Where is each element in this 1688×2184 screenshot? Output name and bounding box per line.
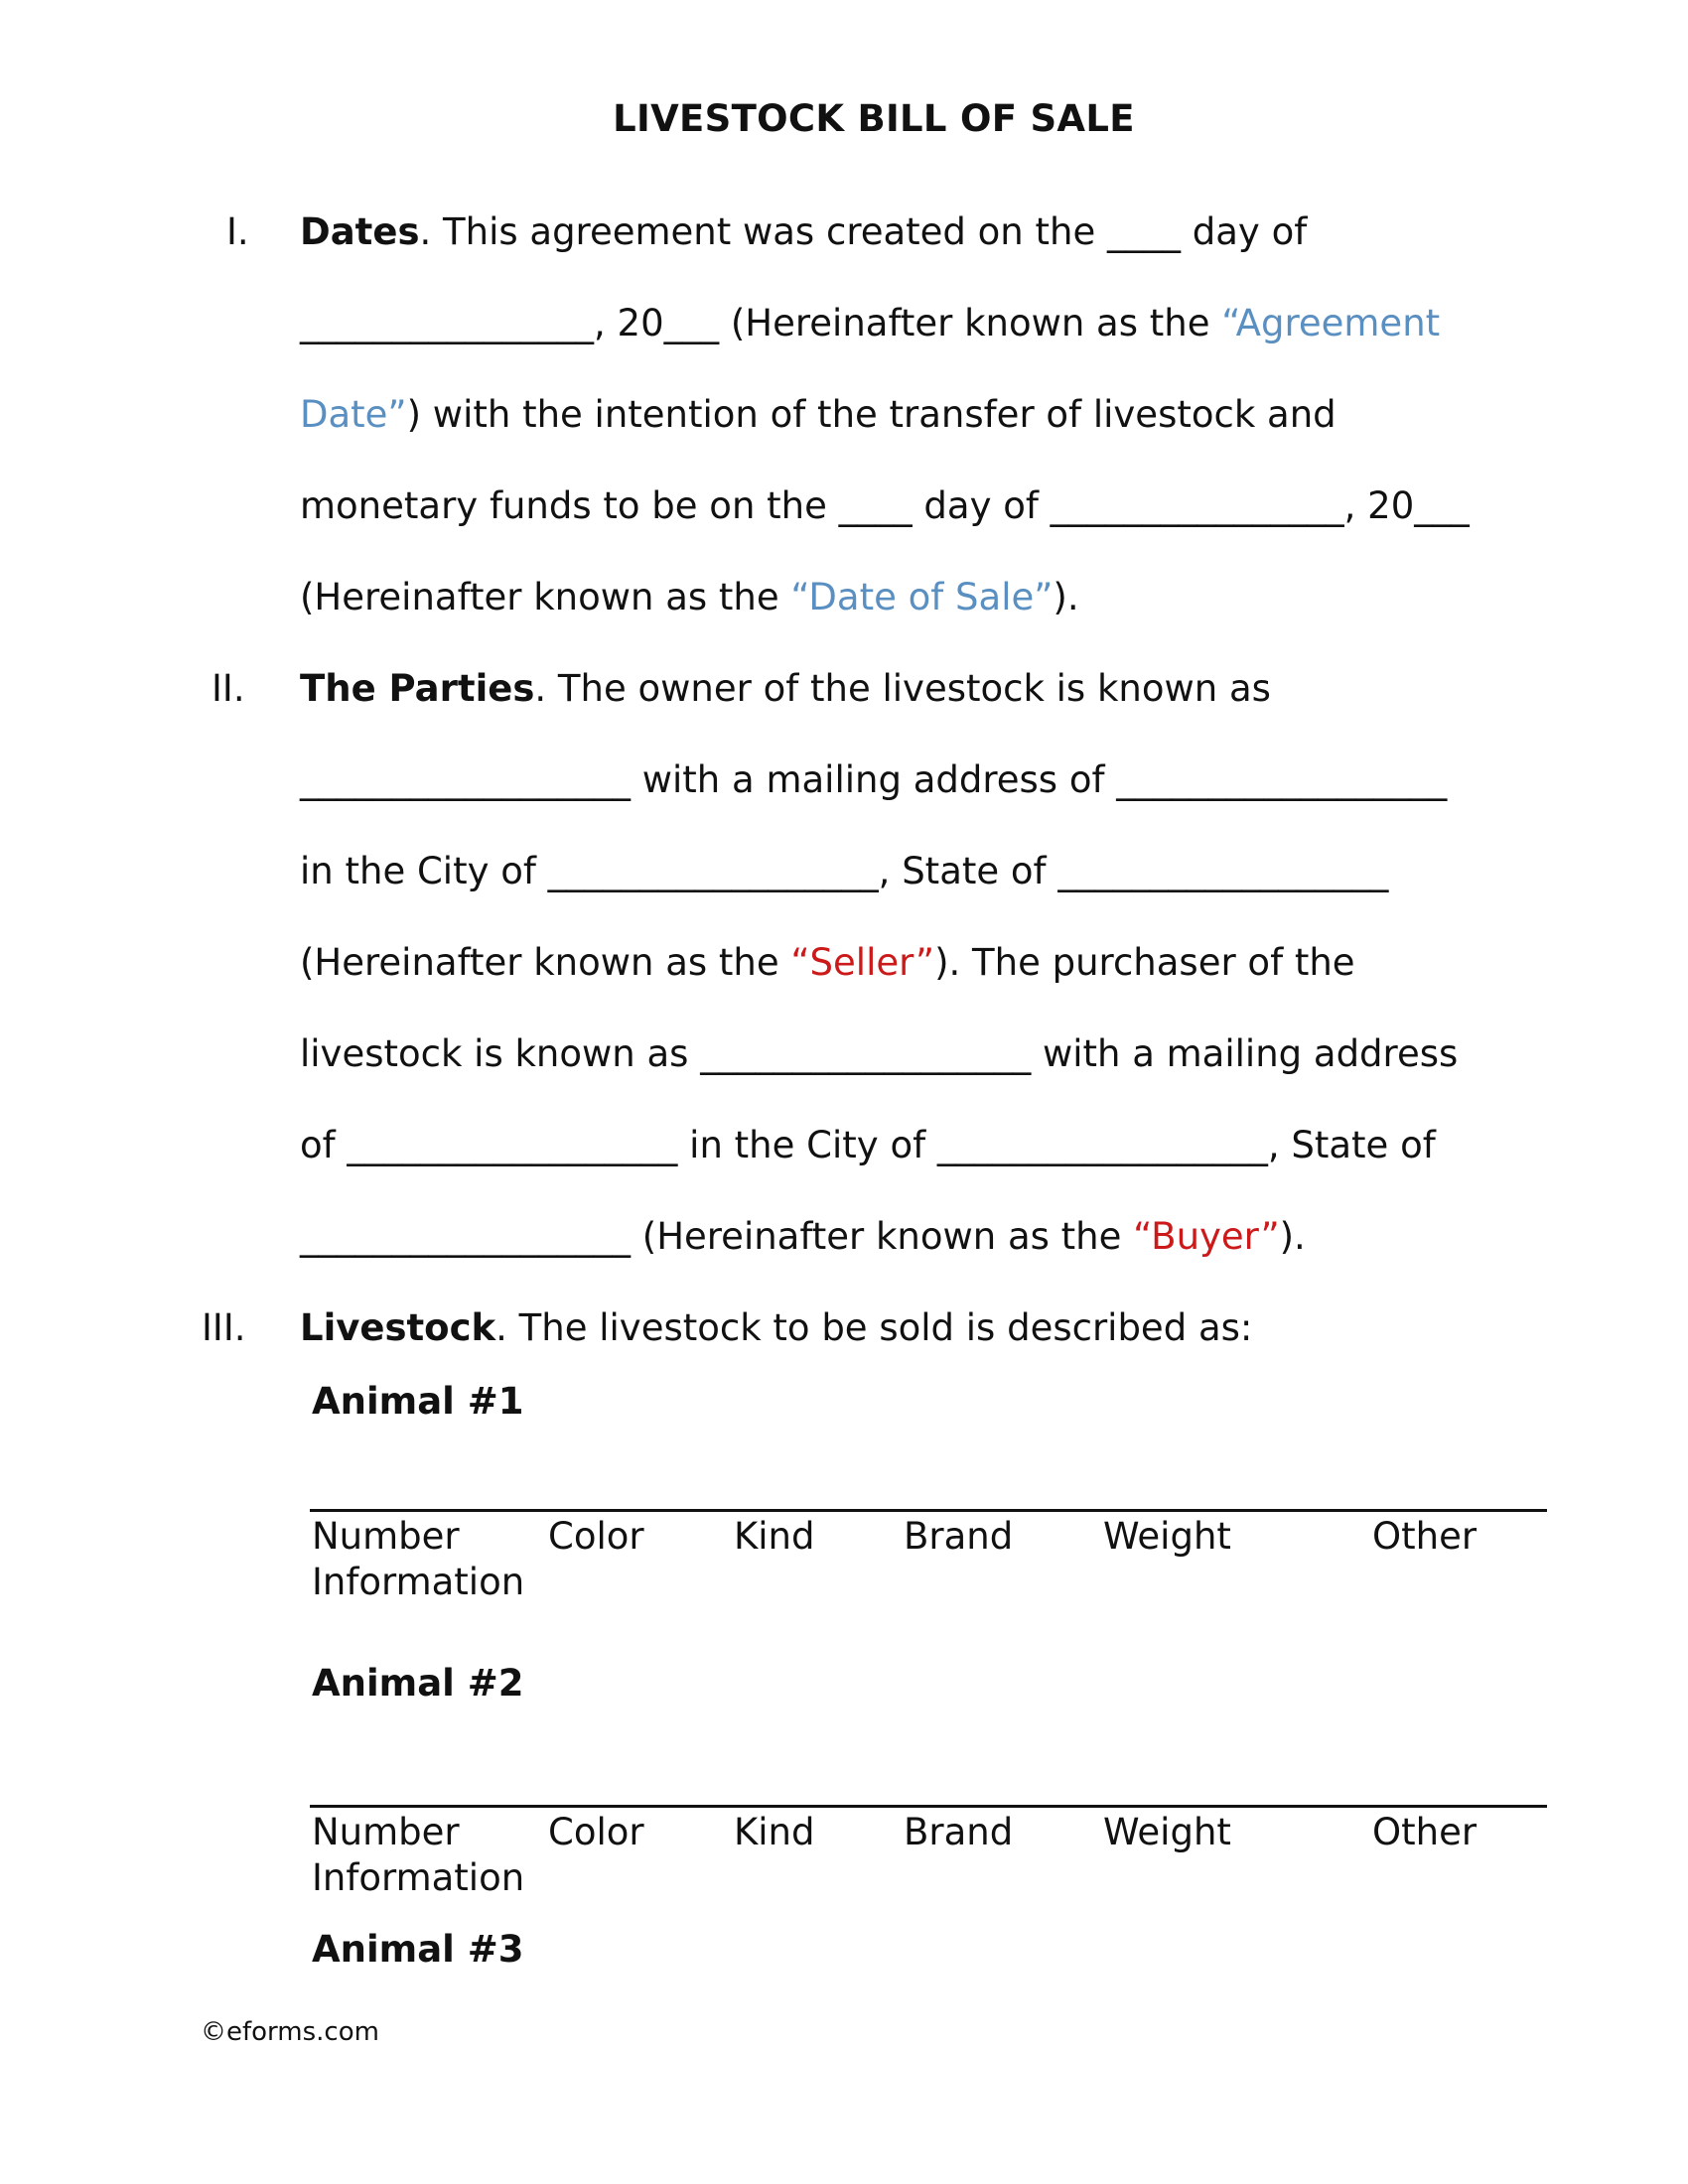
column-other: Other bbox=[1372, 1515, 1477, 1558]
seller-city-state-blanks[interactable]: in the City of __________________, State of __________________ bbox=[300, 850, 1389, 892]
column-kind: Kind bbox=[734, 1515, 815, 1558]
parties-text: ). The purchaser of the bbox=[934, 941, 1355, 984]
document-title: LIVESTOCK BILL OF SALE bbox=[613, 97, 1135, 140]
parties-text: ). bbox=[1279, 1215, 1306, 1258]
sale-date-blanks[interactable]: monetary funds to be on the ____ day of ________________, 20___ bbox=[300, 484, 1470, 527]
column-number: Number bbox=[312, 1515, 460, 1558]
animal-2-label: Animal #2 bbox=[312, 1662, 524, 1705]
parties-line-7 bbox=[300, 1215, 1306, 1259]
buyer-address-city-blanks[interactable]: of __________________ in the City of __________________, State of bbox=[300, 1124, 1436, 1166]
defined-term-agreement-date: “Agreement bbox=[1221, 302, 1441, 344]
animal-1-entry-line[interactable] bbox=[310, 1509, 1547, 1512]
dates-text: . This agreement was created on the ____ day of bbox=[419, 210, 1308, 253]
footer-copyright: ©eforms.com bbox=[201, 2017, 379, 2047]
defined-term-buyer: “Buyer” bbox=[1133, 1215, 1280, 1258]
column-number-wrap: Information bbox=[312, 1856, 525, 1899]
dates-text: (Hereinafter known as the bbox=[300, 576, 791, 618]
dates-line-3 bbox=[300, 393, 1336, 437]
section-numeral-dates: I. bbox=[226, 210, 249, 253]
defined-term-date-of-sale: “Date of Sale” bbox=[790, 576, 1054, 618]
section-heading-dates: Dates bbox=[300, 210, 420, 253]
animal-3-label: Animal #3 bbox=[312, 1928, 524, 1971]
column-color: Color bbox=[548, 1515, 644, 1558]
column-weight: Weight bbox=[1103, 1811, 1231, 1853]
column-brand: Brand bbox=[904, 1515, 1014, 1558]
column-brand: Brand bbox=[904, 1811, 1014, 1853]
parties-line-4 bbox=[300, 941, 1355, 985]
parties-line-1 bbox=[300, 667, 1271, 711]
column-kind: Kind bbox=[734, 1811, 815, 1853]
dates-text: ) with the intention of the transfer of livestock and bbox=[406, 393, 1336, 436]
dates-line-5 bbox=[300, 576, 1079, 619]
agreement-date-blanks[interactable]: ________________, 20___ (Hereinafter known as the bbox=[300, 302, 1222, 344]
dates-line-1 bbox=[300, 210, 1307, 254]
dates-text: ). bbox=[1053, 576, 1079, 618]
seller-name-address-blanks[interactable]: __________________ with a mailing address of __________________ bbox=[300, 758, 1448, 801]
animal-2-entry-line[interactable] bbox=[310, 1805, 1547, 1808]
animal-1-label: Animal #1 bbox=[312, 1380, 524, 1423]
defined-term-seller: “Seller” bbox=[790, 941, 935, 984]
dates-line-4 bbox=[300, 484, 1470, 528]
column-number: Number bbox=[312, 1811, 460, 1853]
section-heading-livestock: Livestock bbox=[300, 1306, 496, 1349]
buyer-name-blank[interactable]: livestock is known as __________________ with a mailing address bbox=[300, 1032, 1459, 1075]
section-numeral-livestock: III. bbox=[202, 1306, 246, 1349]
livestock-line-1 bbox=[300, 1306, 1252, 1350]
buyer-state-blank[interactable]: __________________ (Hereinafter known as the bbox=[300, 1215, 1134, 1258]
dates-line-2 bbox=[300, 302, 1440, 345]
section-heading-parties: The Parties bbox=[300, 667, 535, 710]
parties-line-3 bbox=[300, 850, 1388, 893]
parties-line-6 bbox=[300, 1124, 1436, 1167]
parties-line-5 bbox=[300, 1032, 1458, 1076]
column-color: Color bbox=[548, 1811, 644, 1853]
column-number-wrap: Information bbox=[312, 1561, 525, 1603]
section-numeral-parties: II. bbox=[211, 667, 245, 710]
parties-text: . The owner of the livestock is known as bbox=[534, 667, 1271, 710]
defined-term-agreement-date-cont: Date” bbox=[300, 393, 407, 436]
livestock-text: . The livestock to be sold is described as: bbox=[495, 1306, 1253, 1349]
column-other: Other bbox=[1372, 1811, 1477, 1853]
parties-line-2 bbox=[300, 758, 1447, 802]
parties-text: (Hereinafter known as the bbox=[300, 941, 791, 984]
column-weight: Weight bbox=[1103, 1515, 1231, 1558]
